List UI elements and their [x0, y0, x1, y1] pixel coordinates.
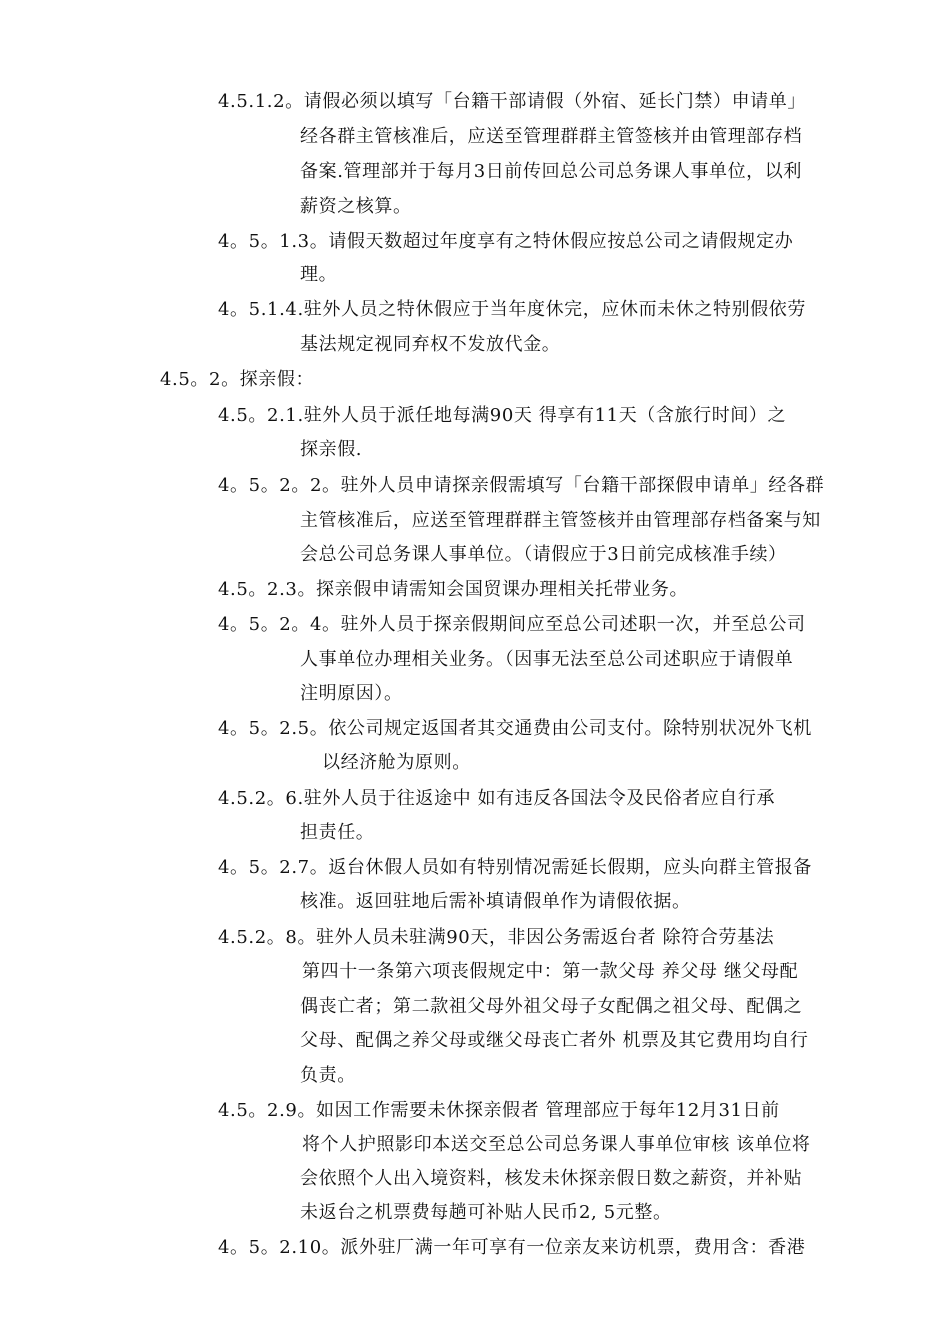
clause-4-5-2-5: 4。5。2.5。依公司规定返国者其交通费由公司支付。除特别状况外飞机: [218, 718, 812, 739]
clause-4-5-2-6: 4.5.2。6.驻外人员于往返途中 如有违反各国法令及民俗者应自行承: [218, 788, 776, 809]
clause-continuation: 会总公司总务课人事单位。（请假应于3日前完成核准手续）: [300, 544, 787, 565]
clause-continuation: 偶丧亡者；第二款祖父母外祖父母子女配偶之祖父母、配偶之: [300, 996, 803, 1017]
clause-continuation: 担责任。: [300, 822, 375, 843]
clause-4-5-1-2: 4.5.1.2。请假必须以填写「台籍干部请假（外宿、延长门禁）申请单」: [218, 91, 806, 112]
clause-4-5-2-8: 4.5.2。8。驻外人员未驻满90天，非因公务需返台者 除符合劳基法: [218, 927, 775, 948]
clause-4-5-2-2: 4。5。2。2。驻外人员申请探亲假需填写「台籍干部探假申请单」经各群: [218, 475, 825, 496]
clause-4-5-2-7: 4。5。2.7。返台休假人员如有特别情况需延长假期，应头向群主管报备: [218, 857, 812, 878]
clause-continuation: 未返台之机票费每趟可补贴人民币2, 5元整。: [300, 1202, 672, 1223]
clause-continuation: 注明原因）。: [300, 683, 403, 704]
clause-continuation: 探亲假.: [300, 439, 363, 460]
clause-continuation: 将个人护照影印本送交至总公司总务课人事单位审核 该单位将: [302, 1134, 811, 1155]
clause-4-5-1-4: 4。5.1.4.驻外人员之特休假应于当年度休完，应休而未休之特别假依劳: [218, 299, 806, 320]
clause-continuation: 以经济舱为原则。: [322, 752, 471, 773]
clause-continuation: 理。: [300, 264, 338, 285]
clause-4-5-1-3: 4。5。1.3。请假天数超过年度享有之特休假应按总公司之请假规定办: [218, 231, 794, 252]
clause-continuation: 薪资之核算。: [300, 196, 412, 217]
clause-continuation: 备案.管理部并于每月3日前传回总公司总务课人事单位，以利: [300, 161, 802, 182]
clause-4-5-2-1: 4.5。2.1.驻外人员于派任地每满90天 得享有11天（含旅行时间）之: [218, 405, 787, 426]
clause-4-5-2-3: 4.5。2.3。探亲假申请需知会国贸课办理相关托带业务。: [218, 579, 689, 600]
clause-4-5-2-9: 4.5。2.9。如因工作需要未休探亲假者 管理部应于每年12月31日前: [218, 1100, 780, 1121]
clause-continuation: 主管核准后，应送至管理群群主管签核并由管理部存档备案与知: [300, 510, 821, 531]
clause-4-5-2-4: 4。5。2。4。驻外人员于探亲假期间应至总公司述职一次，并至总公司: [218, 614, 806, 635]
clause-continuation: 核准。返回驻地后需补填请假单作为请假依据。: [300, 891, 691, 912]
clause-continuation: 人事单位办理相关业务。（因事无法至总公司述职应于请假单: [300, 649, 794, 670]
clause-continuation: 基法规定视同弃权不发放代金。: [300, 334, 561, 355]
clause-continuation: 负责。: [300, 1065, 356, 1086]
section-heading-home-leave: 4.5。2。探亲假：: [160, 369, 315, 390]
clause-continuation: 会依照个人出入境资料，核发未休探亲假日数之薪资，并补贴: [300, 1168, 803, 1189]
clause-continuation: 第四十一条第六项丧假规定中：第一款父母 养父母 继父母配: [302, 961, 799, 982]
clause-continuation: 经各群主管核准后，应送至管理群群主管签核并由管理部存档: [300, 126, 803, 147]
clause-continuation: 父母、配偶之养父母或继父母丧亡者外 机票及其它费用均自行: [300, 1030, 809, 1051]
clause-4-5-2-10: 4。5。2.10。派外驻厂满一年可享有一位亲友来访机票，费用含：香港: [218, 1237, 806, 1258]
